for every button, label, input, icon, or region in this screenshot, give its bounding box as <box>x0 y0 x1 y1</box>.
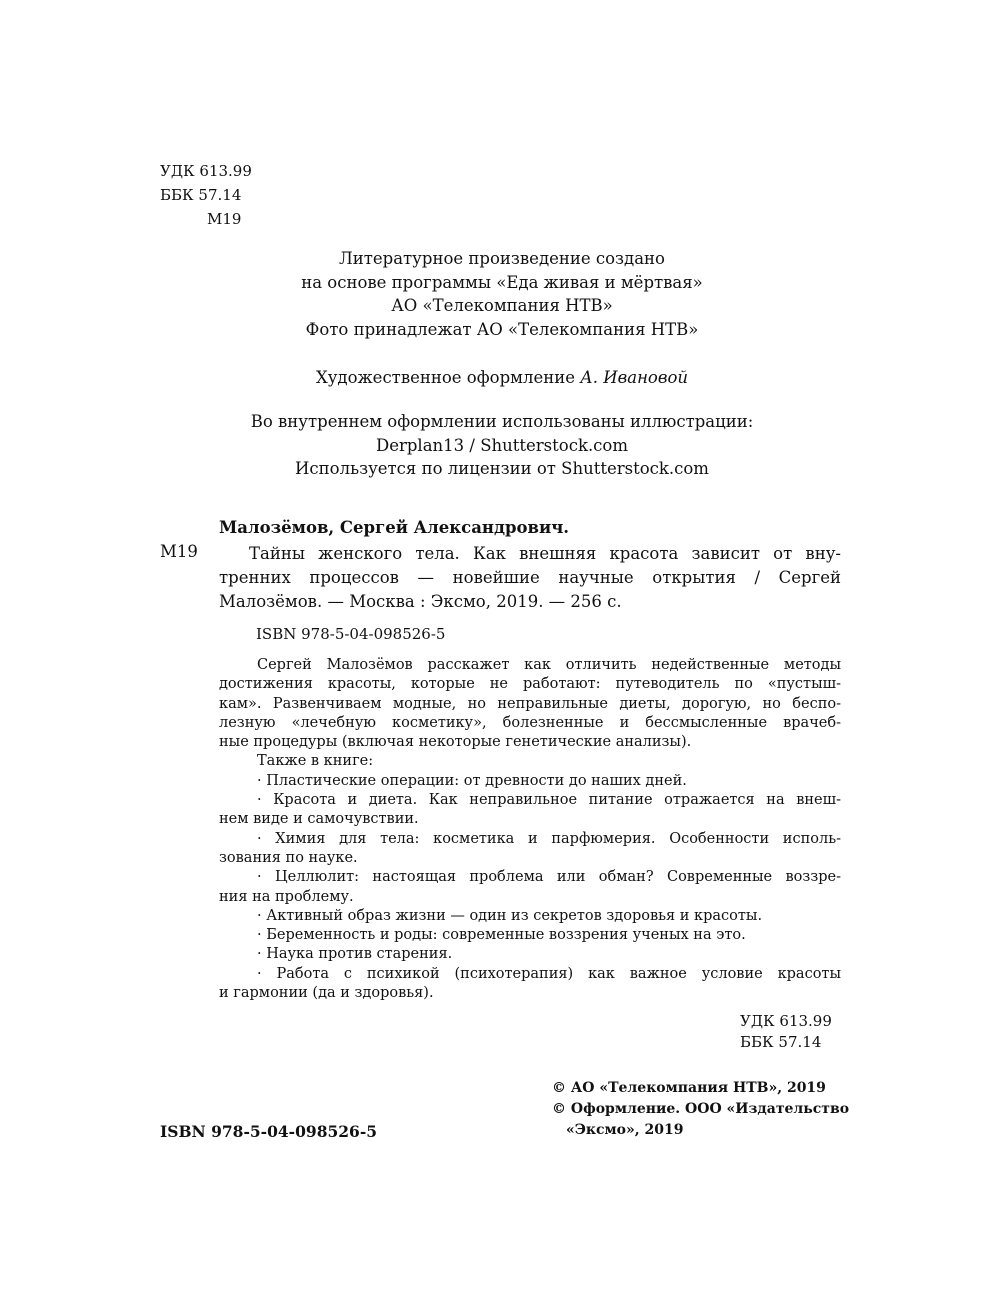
annotation-bullet: · Пластические операции: от древности до наших дней. <box>257 772 687 789</box>
credits-line-1: Литературное произведение создано <box>339 249 665 268</box>
bib-title-line: Тайны женского тела. Как внешняя красота зависит от вну- <box>249 544 841 563</box>
illustr-line-2: Derplan13 / Shutterstock.com <box>375 435 629 455</box>
illustr-line-1: Во внутреннем оформлении использованы иллюстрации: <box>250 412 754 431</box>
designer-name: А. Ивановой <box>580 368 689 387</box>
annotation-line: Сергей Малозёмов расскажет как отличить недейственные методы <box>257 657 841 673</box>
bib-title-line: тренних процессов — новейшие научные открытия / Сергей <box>219 568 841 587</box>
annotation-line: и гармонии (да и здоровья). <box>219 985 434 1002</box>
credits-line-3: АО «Телекомпания НТВ» <box>391 296 613 315</box>
annotation-bullet: · Активный образ жизни — один из секретов здоровья и красоты. <box>257 907 763 924</box>
credits-block <box>200 247 804 341</box>
credits-line-2: на основе программы «Еда живая и мёртвая» <box>301 272 703 292</box>
annotation-bullet: · Работа с психикой (психотерапия) как важное условие красоты <box>257 965 841 982</box>
credits-line-4: Фото принадлежат АО «Телекомпания НТВ» <box>305 319 699 339</box>
annotation-bullet: · Целлюлит: настоящая проблема или обман? Современные воззре- <box>257 869 841 886</box>
annotation-line: ния на проблему. <box>219 888 354 905</box>
design-prefix: Художественное оформление <box>315 368 581 387</box>
annotation-line: Также в книге: <box>257 753 374 770</box>
illustr-line-3: Используется по лицензии от Shutterstock.com <box>295 459 709 478</box>
author-mark-top: М19 <box>207 210 242 228</box>
bib-isbn: ISBN 978-5-04-098526-5 <box>256 625 446 643</box>
annotation-line: зования по науке. <box>219 849 358 866</box>
annotation-bullet: · Химия для тела: косметика и парфюмерия. Особенности исполь- <box>257 830 841 847</box>
copyright-design: © Оформление. ООО «Издательство <box>552 1101 850 1117</box>
annotation-bullet: · Наука против старения. <box>257 946 453 963</box>
illustration-credits <box>200 410 804 481</box>
annotation-line: кам». Развенчиваем модные, но неправильные диеты, дорогую, но беспо- <box>219 695 841 712</box>
annotation-line: ные процедуры (включая некоторые генетические анализы). <box>219 734 692 751</box>
annotation-line: нем виде и самочувствии. <box>219 811 419 828</box>
annotation-bullet: · Красота и диета. Как неправильное питание отражается на внеш- <box>257 792 841 809</box>
bbk-top: ББК 57.14 <box>160 186 242 204</box>
bbk-bottom: ББК 57.14 <box>740 1033 822 1051</box>
annotation-line: достижения красоты, которые не работают: путеводитель по «пустыш- <box>219 676 841 693</box>
isbn-bottom: ISBN 978-5-04-098526-5 <box>160 1122 378 1141</box>
design-credit <box>200 366 804 390</box>
author-heading: Малозёмов, Сергей Александрович. <box>219 518 570 537</box>
copyright-eksmo: «Эксмо», 2019 <box>566 1122 684 1138</box>
copyright-ntv: © АО «Телекомпания НТВ», 2019 <box>552 1080 826 1096</box>
bib-author-mark: М19 <box>160 542 198 561</box>
udk-top: УДК 613.99 <box>160 162 252 180</box>
annotation-line: лезную «лечебную косметику», болезненные и бессмысленные врачеб- <box>219 714 841 731</box>
udk-bottom: УДК 613.99 <box>740 1012 832 1030</box>
annotation <box>219 656 841 1003</box>
bib-title-line: Малозёмов. — Москва : Эксмо, 2019. — 256 с. <box>219 592 622 611</box>
annotation-bullet: · Беременность и роды: современные воззрения ученых на это. <box>257 927 746 944</box>
bib-title <box>219 542 841 614</box>
